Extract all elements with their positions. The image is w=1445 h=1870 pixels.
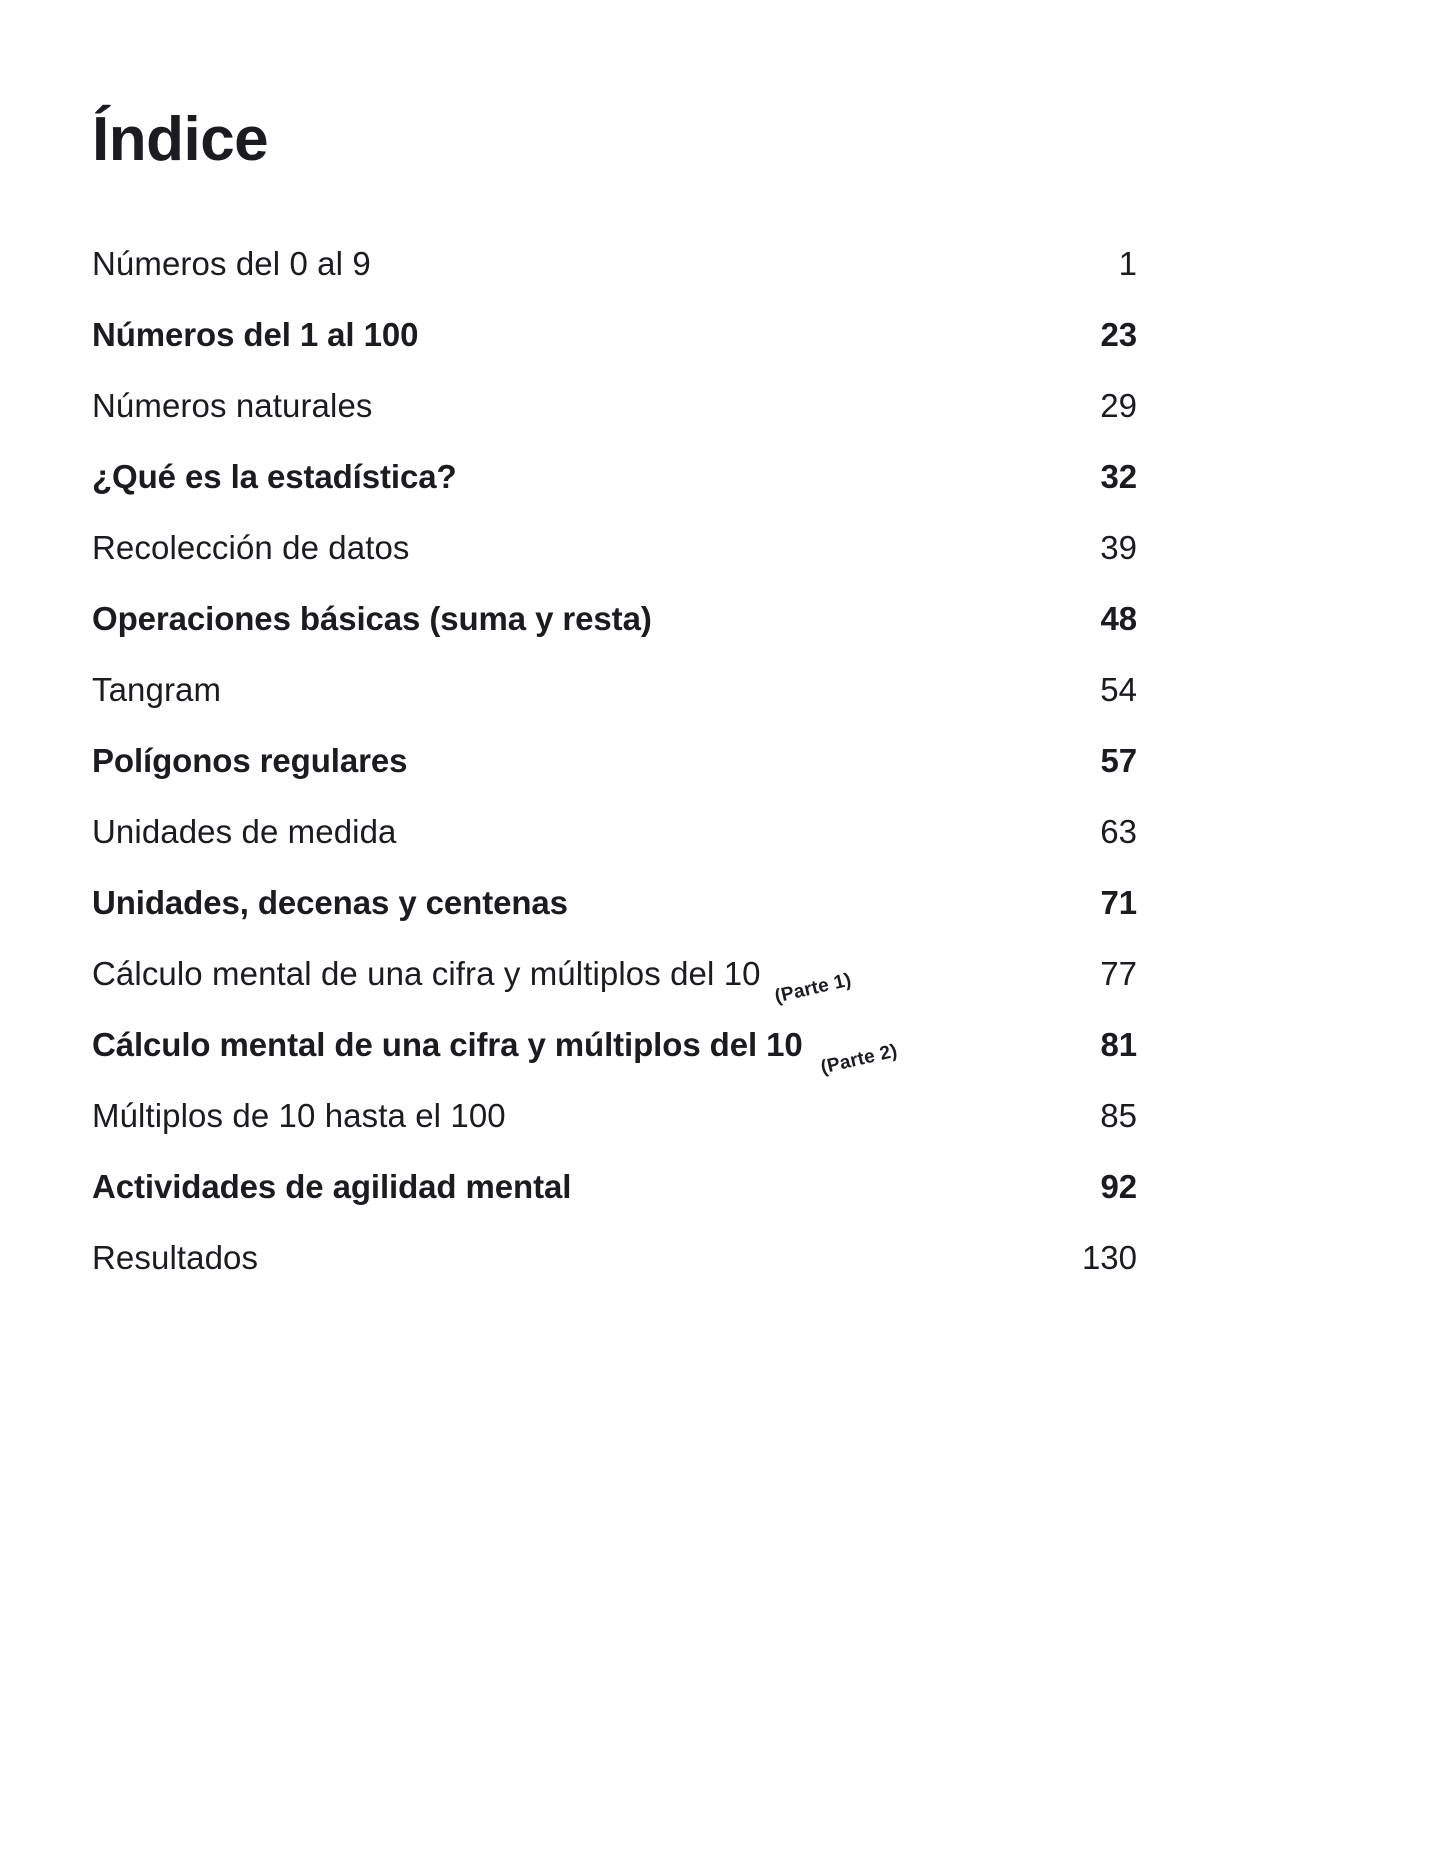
toc-entry[interactable] (92, 867, 1137, 938)
toc-entry-label: Operaciones básicas (suma y resta) (92, 600, 652, 637)
toc-entry-page-number: 57 (1100, 742, 1137, 779)
toc-entry-label: Polígonos regulares (92, 742, 408, 779)
toc-entry[interactable] (92, 441, 1137, 512)
toc-entry[interactable] (92, 1009, 1137, 1080)
toc-entry[interactable] (92, 654, 1137, 725)
toc-entry-page-number: 48 (1100, 600, 1137, 637)
toc-entry-page-number: 23 (1100, 316, 1137, 353)
toc-entry-label: Recolección de datos (92, 529, 410, 566)
toc-entry-label: Números del 0 al 9 (92, 245, 371, 282)
toc-entry[interactable] (92, 1080, 1137, 1151)
toc-entry[interactable] (92, 938, 1137, 1009)
toc-entry-page-number: 85 (1100, 1097, 1137, 1134)
toc-entry-page-number: 1 (1118, 245, 1137, 282)
toc-entry-page-number: 92 (1100, 1168, 1137, 1205)
toc-entry-page-number: 71 (1100, 884, 1137, 921)
toc-entry-label: Cálculo mental de una cifra y múltiplos del 10 (Parte 2) (92, 1026, 899, 1079)
page-title: Índice (92, 104, 269, 174)
toc-entry-label: Cálculo mental de una cifra y múltiplos del 10 (Parte 1) (92, 955, 853, 1008)
toc-entry-page-number: 63 (1100, 813, 1137, 850)
toc-entry-label: Resultados (92, 1239, 259, 1276)
toc-entry-page-number: 39 (1100, 529, 1137, 566)
toc-entry-label: Tangram (92, 671, 222, 708)
toc-entry[interactable] (92, 1151, 1137, 1222)
toc-entry-page-number: 77 (1100, 955, 1137, 992)
toc-entry-page-number: 32 (1100, 458, 1137, 495)
toc-entry-page-number: 130 (1081, 1239, 1137, 1276)
toc-entry-label: ¿Qué es la estadística? (92, 458, 457, 495)
toc-entry[interactable] (92, 512, 1137, 583)
toc-entry-page-number: 29 (1100, 387, 1137, 424)
toc-entry[interactable] (92, 796, 1137, 867)
toc-entry-label: Múltiplos de 10 hasta el 100 (92, 1097, 506, 1134)
toc-entry-note: (Parte 1) (772, 969, 853, 1008)
toc-entry-label: Números naturales (92, 387, 373, 424)
toc-entry-page-number: 81 (1100, 1026, 1137, 1063)
toc-entry-label: Números del 1 al 100 (92, 316, 419, 353)
toc-entry[interactable] (92, 299, 1137, 370)
toc-entry[interactable] (92, 228, 1137, 299)
toc-entry[interactable] (92, 370, 1137, 441)
toc-entry-label: Actividades de agilidad mental (92, 1168, 572, 1205)
toc-entry-label: Unidades, decenas y centenas (92, 884, 568, 921)
toc-entry-note: (Parte 2) (818, 1040, 899, 1079)
toc-entry-label: Unidades de medida (92, 813, 397, 850)
toc-list (92, 228, 1137, 1293)
toc-entry[interactable] (92, 725, 1137, 796)
toc-entry[interactable] (92, 1222, 1137, 1293)
toc-entry[interactable] (92, 583, 1137, 654)
toc-entry-page-number: 54 (1100, 671, 1137, 708)
